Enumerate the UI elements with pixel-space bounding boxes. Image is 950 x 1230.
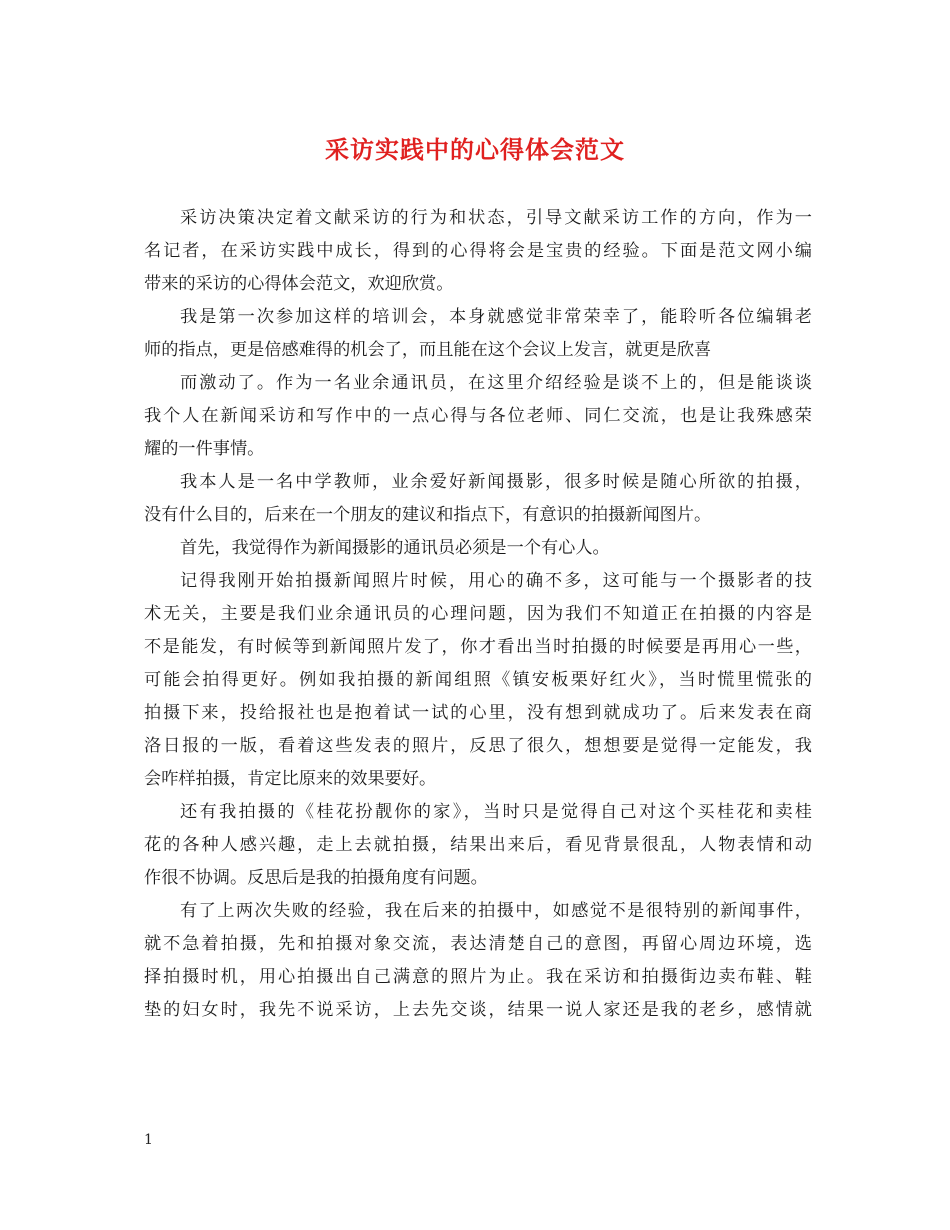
text-line: 还有我拍摄的《桂花扮靓你的家》，当时只是觉得自己对这个买桂花和卖桂	[180, 802, 812, 822]
text-line: 带来的采访的心得体会范文，欢迎欣赏。	[144, 274, 454, 294]
text-line: 我是第一次参加这样的培训会，本身就感觉非常荣幸了，能聆听各位编辑老	[180, 307, 812, 327]
text-line: 我个人在新闻采访和写作中的一点心得与各位老师、同仁交流，也是让我殊感荣	[144, 406, 812, 426]
text-line: 洛日报的一版，看着这些发表的照片，反思了很久，想想要是觉得一定能发，我	[144, 736, 812, 756]
text-line: 作很不协调。反思后是我的拍摄角度有问题。	[144, 868, 488, 888]
text-line: 记得我刚开始拍摄新闻照片时候，用心的确不多，这可能与一个摄影者的技	[180, 571, 812, 591]
text-line: 不是能发，有时候等到新闻照片发了，你才看出当时拍摄的时候要是再用心一些，	[144, 637, 812, 657]
text-line: 采访决策决定着文献采访的行为和状态，引导文献采访工作的方向，作为一	[180, 208, 812, 228]
text-line: 可能会拍得更好。例如我拍摄的新闻组照《镇安板栗好红火》，当时慌里慌张的	[144, 670, 812, 690]
text-line: 耀的一件事情。	[144, 439, 265, 459]
text-line: 术无关，主要是我们业余通讯员的心理问题，因为我们不知道正在拍摄的内容是	[144, 604, 812, 624]
text-line: 会咋样拍摄，肯定比原来的效果要好。	[144, 769, 437, 789]
text-line: 我本人是一名中学教师，业余爱好新闻摄影，很多时候是随心所欲的拍摄，	[180, 472, 812, 492]
page-number: 1	[144, 1132, 153, 1148]
text-line: 花的各种人感兴趣，走上去就拍摄，结果出来后，看见背景很乱，人物表情和动	[144, 835, 812, 855]
text-line: 首先，我觉得作为新闻摄影的通讯员必须是一个有心人。	[180, 538, 610, 558]
text-line: 而激动了。作为一名业余通讯员，在这里介绍经验是谈不上的，但是能谈谈	[180, 373, 812, 393]
text-line: 名记者，在采访实践中成长，得到的心得将会是宝贵的经验。下面是范文网小编	[144, 241, 812, 261]
text-line: 没有什么目的，后来在一个朋友的建议和指点下，有意识的拍摄新闻图片。	[144, 505, 712, 525]
text-line: 有了上两次失败的经验，我在后来的拍摄中，如感觉不是很特别的新闻事件，	[180, 901, 812, 921]
document-title: 采访实践中的心得体会范文	[325, 135, 625, 164]
text-line: 择拍摄时机，用心拍摄出自己满意的照片为止。我在采访和拍摄街边卖布鞋、鞋	[144, 967, 812, 987]
text-line: 师的指点，更是倍感难得的机会了，而且能在这个会议上发言，就更是欣喜	[144, 340, 712, 360]
document-body	[144, 202, 812, 1027]
text-line: 就不急着拍摄，先和拍摄对象交流，表达清楚自己的意图，再留心周边环境，选	[144, 934, 812, 954]
text-line: 垫的妇女时，我先不说采访，上去先交谈，结果一说人家还是我的老乡，感情就	[144, 1000, 812, 1020]
text-line: 拍摄下来，投给报社也是抱着试一试的心里，没有想到就成功了。后来发表在商	[144, 703, 812, 723]
